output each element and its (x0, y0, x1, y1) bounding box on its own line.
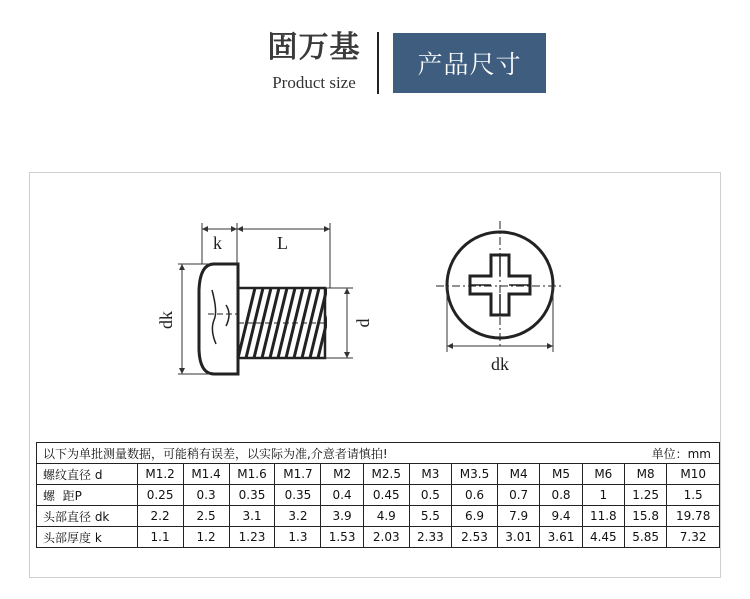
table-cell: M3 (409, 464, 451, 485)
table-cell: 19.78 (667, 506, 720, 527)
table-cell: 7.9 (498, 506, 540, 527)
screw-head-front (436, 221, 564, 346)
table-cell: 5.85 (624, 527, 666, 548)
table-cell: 3.61 (540, 527, 582, 548)
table-cell: 0.4 (321, 485, 363, 506)
table-cell: 3.9 (321, 506, 363, 527)
table-cell: 4.9 (363, 506, 409, 527)
label-k: k (213, 233, 222, 253)
table-cell: 4.45 (582, 527, 624, 548)
unit-label: 单位：mm (651, 446, 711, 461)
row-label: 螺 距P (37, 485, 138, 506)
table-cell: 0.25 (137, 485, 183, 506)
table-cell: 2.53 (452, 527, 498, 548)
table-cell: 2.33 (409, 527, 451, 548)
table-cell: 0.7 (498, 485, 540, 506)
table-row-head-thickness (37, 527, 720, 548)
table-cell: 3.1 (229, 506, 275, 527)
brand-name-en: Product size (272, 73, 356, 92)
row-label: 螺纹直径 d (37, 464, 138, 485)
table-cell: 0.5 (409, 485, 451, 506)
table-cell: 1 (582, 485, 624, 506)
table-note-row (37, 443, 720, 464)
table-cell: 3.2 (275, 506, 321, 527)
table-cell: 1.1 (137, 527, 183, 548)
table-cell: 0.35 (275, 485, 321, 506)
table-cell: 6.9 (452, 506, 498, 527)
table-note-cell (37, 443, 720, 464)
table-cell: 0.35 (229, 485, 275, 506)
table-cell: 0.8 (540, 485, 582, 506)
table-cell: M4 (498, 464, 540, 485)
section-title: 产品尺寸 (393, 33, 546, 93)
table-row-thread-diameter (37, 464, 720, 485)
table-cell: M10 (667, 464, 720, 485)
row-label: 头部直径 dk (37, 506, 138, 527)
label-dk-front: dk (491, 354, 509, 374)
row-label: 头部厚度 k (37, 527, 138, 548)
spec-table (36, 442, 720, 548)
table-cell: M1.7 (275, 464, 321, 485)
table-cell: 1.2 (183, 527, 229, 548)
table-cell: M5 (540, 464, 582, 485)
table-row-head-diameter (37, 506, 720, 527)
table-cell: M2 (321, 464, 363, 485)
table-cell: M3.5 (452, 464, 498, 485)
table-cell: 11.8 (582, 506, 624, 527)
brand-name-cn: 固万基 (267, 30, 361, 65)
table-cell: 3.01 (498, 527, 540, 548)
table-cell: 0.6 (452, 485, 498, 506)
table-cell: 1.53 (321, 527, 363, 548)
table-cell: M6 (582, 464, 624, 485)
table-cell: 9.4 (540, 506, 582, 527)
table-cell: 5.5 (409, 506, 451, 527)
table-cell: 1.5 (667, 485, 720, 506)
table-cell: 0.45 (363, 485, 409, 506)
label-dk-side: dk (156, 311, 176, 329)
table-cell: 7.32 (667, 527, 720, 548)
label-d: d (353, 318, 373, 328)
table-cell: M1.2 (137, 464, 183, 485)
table-cell: 2.03 (363, 527, 409, 548)
screw-head-side (199, 264, 238, 374)
measurement-note: 以下为单批测量数据，可能稍有误差，以实际为准,介意者请慎拍! (43, 446, 388, 461)
table-cell: 1.3 (275, 527, 321, 548)
table-cell: M1.6 (229, 464, 275, 485)
table-cell: 2.5 (183, 506, 229, 527)
table-cell: 1.25 (624, 485, 666, 506)
table-cell: 1.23 (229, 527, 275, 548)
table-cell: M8 (624, 464, 666, 485)
table-cell: M1.4 (183, 464, 229, 485)
label-L: L (277, 233, 288, 253)
table-cell: 2.2 (137, 506, 183, 527)
table-cell: 0.3 (183, 485, 229, 506)
screw-shank-side (238, 288, 335, 358)
table-cell: 15.8 (624, 506, 666, 527)
dimension-lines-side (178, 223, 353, 374)
table-row-pitch (37, 485, 720, 506)
table-cell: M2.5 (363, 464, 409, 485)
